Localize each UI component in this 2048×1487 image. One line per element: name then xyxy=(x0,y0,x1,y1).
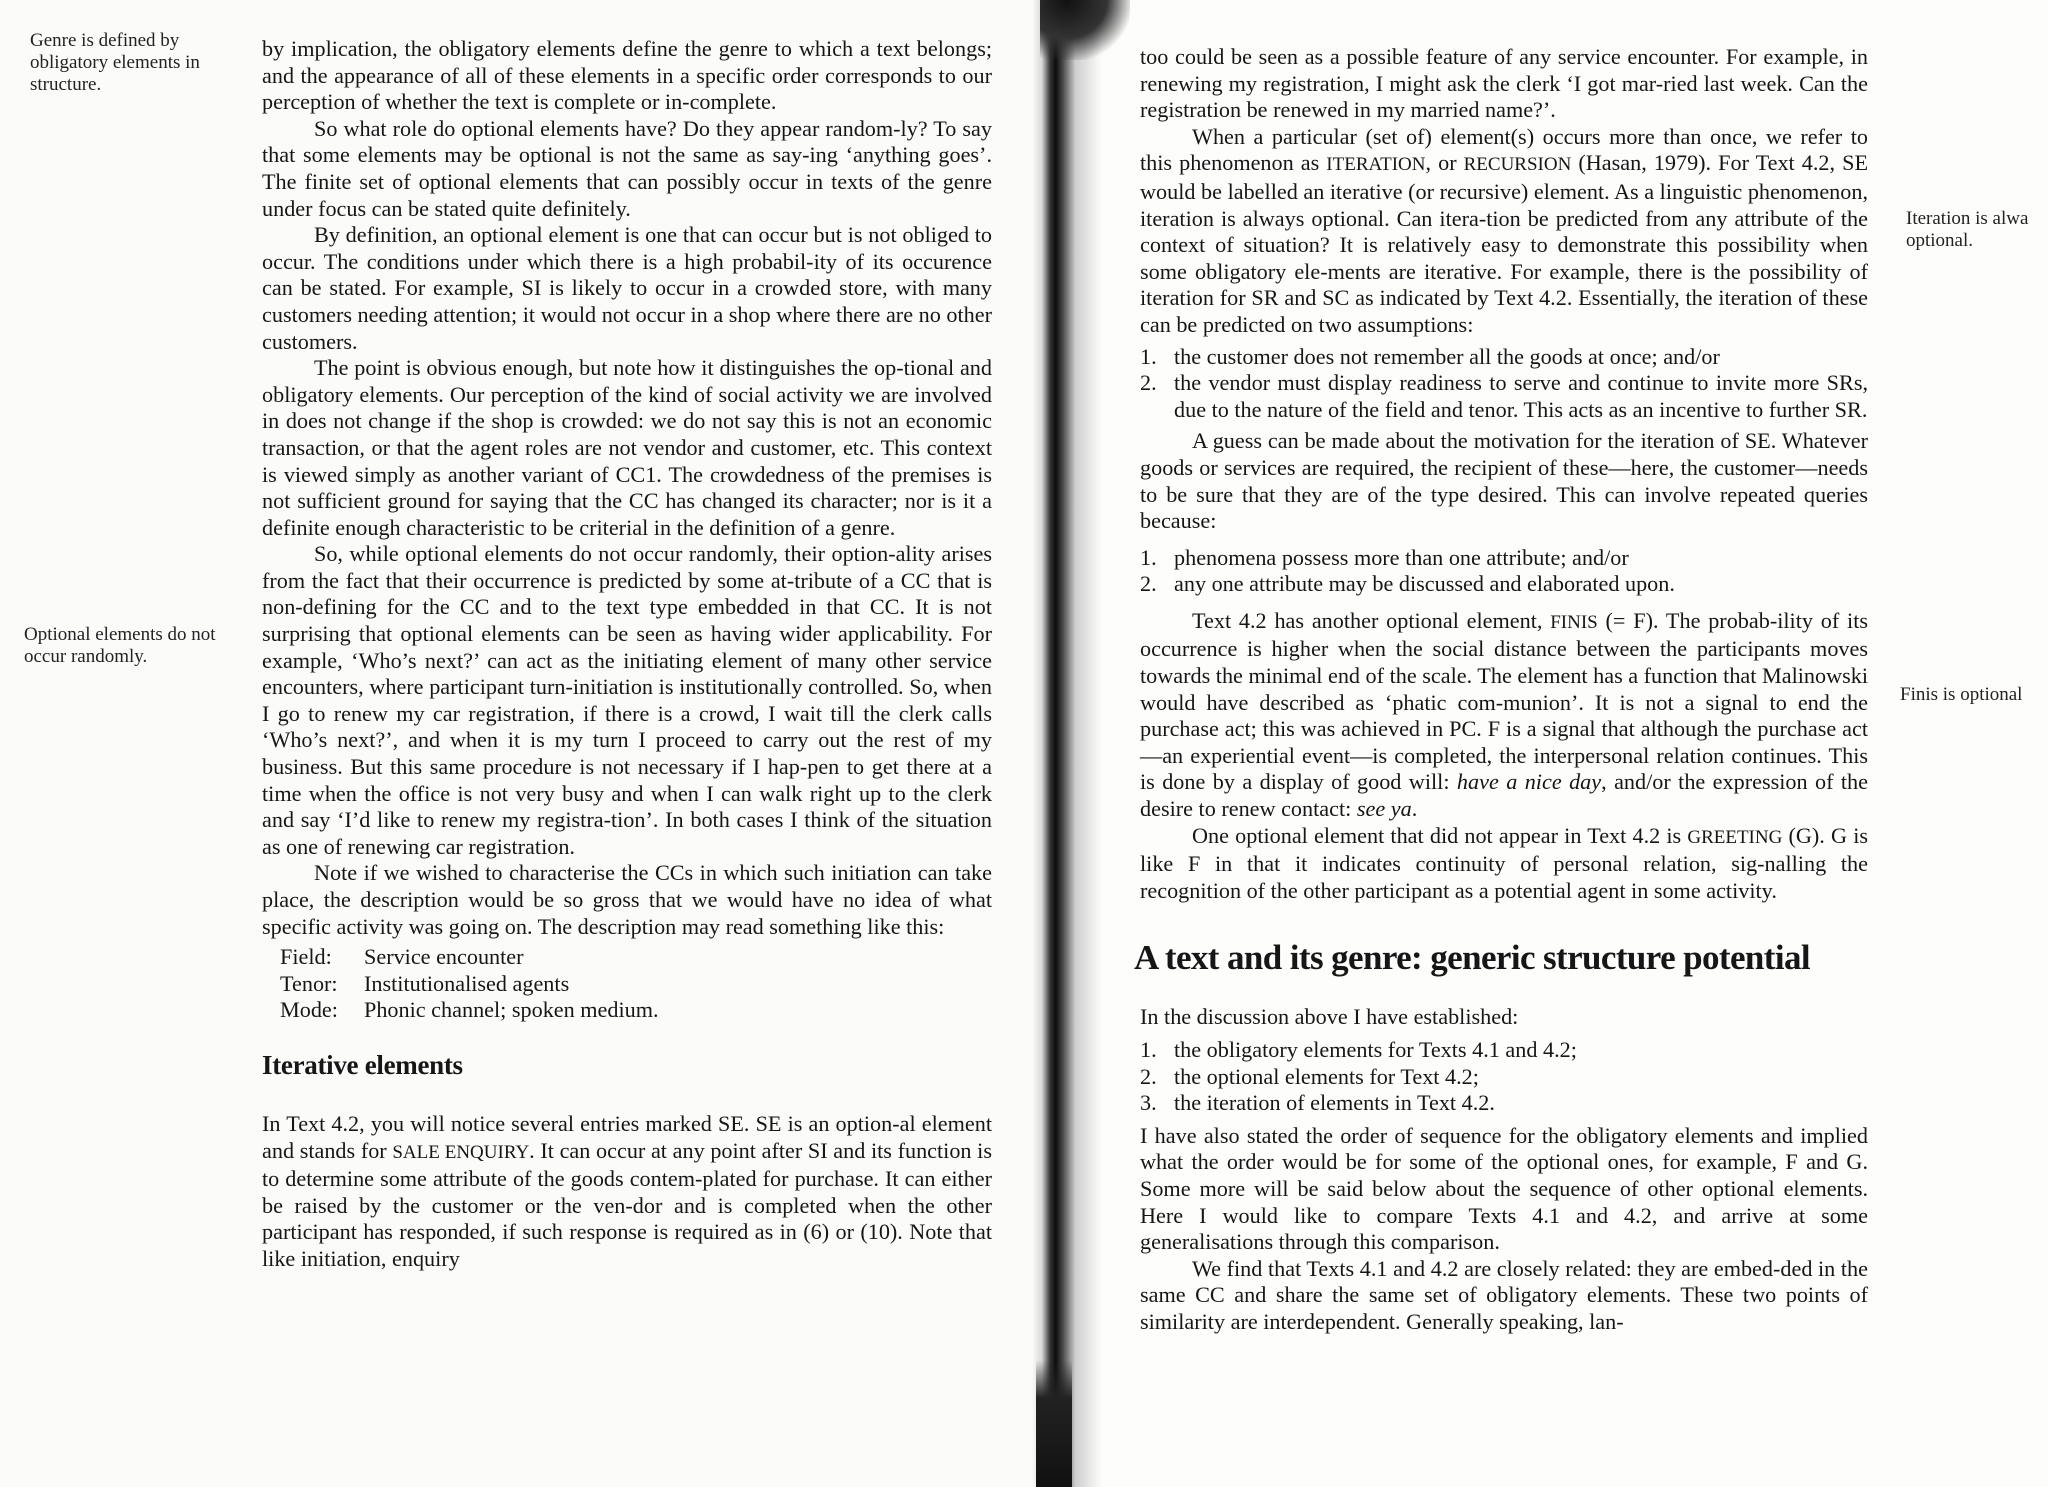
numbered-list xyxy=(1140,545,1868,598)
list-item: 1. phenomena possess more than one attribute; and/or xyxy=(1140,544,1629,570)
paragraph: So what role do optional elements have? Do they appear random-ly? To say that some elements may be optional is not the same as say-ing ‘anything goes’. The finite set of optional elements that can possibly occur in texts of the genre under focus can be stated quite definitely. xyxy=(262,115,992,221)
paragraph: So, while optional elements do not occur randomly, their option-ality arises from the fact that their occurrence is predicted by some at-tribute of a CC that is non-defining for the CC and to the text type embedded in that CC. It is not surprising that optional elements can be seen as having wider applicability. For example, ‘Who’s next?’ can act as the initiating element of many other service encounters, where participant turn-initiation is institutionally controlled. So, when I go to renew my car registration, if there is a crowd, I wait till the clerk calls ‘Who’s next?’, and when it is my turn I proceed to carry out the rest of my business. But this same procedure is not necessary if I hap-pen to get there at a time when the office is not very busy and when I can walk right up to the clerk and say ‘I’d like to renew my registra-tion’. In both cases I think of the situation as one of renewing car registration. xyxy=(262,541,992,859)
context-value: Institutionalised agents xyxy=(364,970,570,996)
paragraph: by implication, the obligatory elements define the genre to which a text belongs; and the appearance of all of these elements in a specific order corresponds to our perception of whether the text is complete or in-complete. xyxy=(262,36,992,115)
paragraph: too could be seen as a possible feature of any service encounter. For example, in renewing my registration, I might ask the clerk ‘I got mar-ried last week. Can the registration be renewed in my married name?’. xyxy=(1140,44,1868,123)
right-body-text xyxy=(1134,44,1869,1336)
margin-note-iteration: Iteration is alwa optional. xyxy=(1906,208,2029,251)
list-item: 1. the customer does not remember all the goods at once; and/or xyxy=(1140,343,1720,369)
paragraph: We find that Texts 4.1 and 4.2 are closely related: they are embed-ded in the same CC and share the same set of obligatory elements. These two points of similarity are interdependent. Generally speaking, lan- xyxy=(1140,1255,1868,1334)
context-row-field xyxy=(280,944,992,971)
right-page xyxy=(1040,0,2048,1487)
list-item: 3. the iteration of elements in Text 4.2. xyxy=(1140,1090,1495,1116)
list-item: 2. any one attribute may be discussed and elaborated upon. xyxy=(1140,571,1675,597)
paragraph: I have also stated the order of sequence for the obligatory elements and implied what the order would be for some of the optional ones, for example, F and G. Some more will be said below about the sequence of other optional elements. Here I would like to compare Texts 4.1 and 4.2, and arrive at some generalisations through this comparison. xyxy=(1140,1122,1868,1255)
section-heading-generic-structure: A text and its genre: generic structure potential xyxy=(1134,938,1810,978)
margin-note-optional: Optional elements do not occur randomly. xyxy=(24,624,216,667)
context-key: Tenor: xyxy=(280,970,338,996)
paragraph: The point is obvious enough, but note how it distinguishes the op-tional and obligatory elements. Our perception of the kind of social activity we are involved in does not change if the shop is crowded: we do not say this is not an economic transaction, or that the agent roles are not vendor and customer, etc. This context is viewed simply as another variant of CC1. The crowdedness of the premises is not sufficient ground for saying that the CC has changed its character; nor is it a definite enough characteristic to be criterial in the definition of a genre. xyxy=(262,355,992,540)
left-body-text xyxy=(262,36,992,1273)
paragraph: By definition, an optional element is one that can occur but is not obliged to occur. The conditions under which there is a high probabil-ity of its occurence can be stated. For example, SI is likely to occur in a crowded store, with many customers needing attention; it would not occur in a shop where there are no other customers. xyxy=(262,222,992,354)
numbered-list xyxy=(1140,1037,1868,1117)
book-gutter-shadow xyxy=(1032,0,1102,1487)
gutter-shadow-top xyxy=(1040,0,1130,60)
numbered-list xyxy=(1140,344,1868,424)
list-item: 2. the vendor must display readiness to serve and continue to invite more SRs, due to the nature of the field and tenor. This acts as an incentive to further SR. xyxy=(1140,370,1868,422)
paragraph: A guess can be made about the motivation for the iteration of SE. Whatever goods or services are required, the recipient of these—here, the customer—needs to be sure that they are of the type desired. This can involve repeated queries because: xyxy=(1140,428,1868,534)
gutter-shadow-bottom xyxy=(1036,1360,1072,1487)
context-key: Field: xyxy=(280,944,332,970)
paragraph: One optional element that did not appear in Text 4.2 is GREETING (G). G is like F in that it indicates continuity of personal relation, sig-nalling the recognition of the other participant as a potential agent in some activity. xyxy=(1140,822,1868,903)
paragraph: In the discussion above I have established: xyxy=(1140,1004,1519,1030)
paragraph: Note if we wished to characterise the CCs in which such initiation can take place, the description would be so gross that we would have no idea of what specific activity was going on. The description may read something like this: xyxy=(262,860,992,939)
context-row-mode xyxy=(280,997,992,1024)
margin-note-finis: Finis is optional xyxy=(1900,684,2023,705)
section-heading-iterative: Iterative elements xyxy=(262,1049,463,1080)
paragraph: In Text 4.2, you will notice several entries marked SE. SE is an option-al element and stands for SALE ENQUIRY. It can occur at any point after SI and its function is to determine some attribute of the goods contem-plated for purchase. It can either be raised by the customer or the ven-dor and is completed when the other participant has responded, if such response is required as in (6) or (10). Note that like initiation, enquiry xyxy=(262,1110,992,1271)
context-key: Mode: xyxy=(280,997,338,1023)
context-value: Phonic channel; spoken medium. xyxy=(364,997,659,1023)
context-value: Service encounter xyxy=(364,944,524,970)
margin-note-genre: Genre is defined by obligatory elements in structure. xyxy=(30,30,200,95)
list-item: 1. the obligatory elements for Texts 4.1 and 4.2; xyxy=(1140,1037,1577,1062)
paragraph: When a particular (set of) element(s) occurs more than once, we refer to this phenomenon as ITERATION, or RECURSION (Hasan, 1979). For Text 4.2, SE would be labelled an iterative (or recursive) element. As a linguistic phenomenon, iteration is always optional. Can itera-tion be predicted from any attribute of the context of situation? It is relatively easy to demonstrate this possibility when some obligatory ele-ments are iterative. For example, there is the possibility of iteration for SR and SC as indicated by Text 4.2. Essentially, the iteration of these can be predicted on two assumptions: xyxy=(1140,123,1868,337)
context-row-tenor xyxy=(280,971,992,998)
paragraph: Text 4.2 has another optional element, FINIS (= F). The probab-ility of its occurrence is higher when the social distance between the participants moves towards the minimal end of the scale. The element has a function that Malinowski would have described as ‘phatic com-munion’. It is not a signal to end the purchase act; this was achieved in PC. F is a signal that although the purchase act—an experiential event—is completed, the interpersonal relation continues. This is done by a display of good will: have a nice day, and/or the expression of the desire to renew contact: see ya. xyxy=(1140,607,1869,822)
context-description xyxy=(280,944,992,1024)
list-item: 2. the optional elements for Text 4.2; xyxy=(1140,1063,1479,1089)
